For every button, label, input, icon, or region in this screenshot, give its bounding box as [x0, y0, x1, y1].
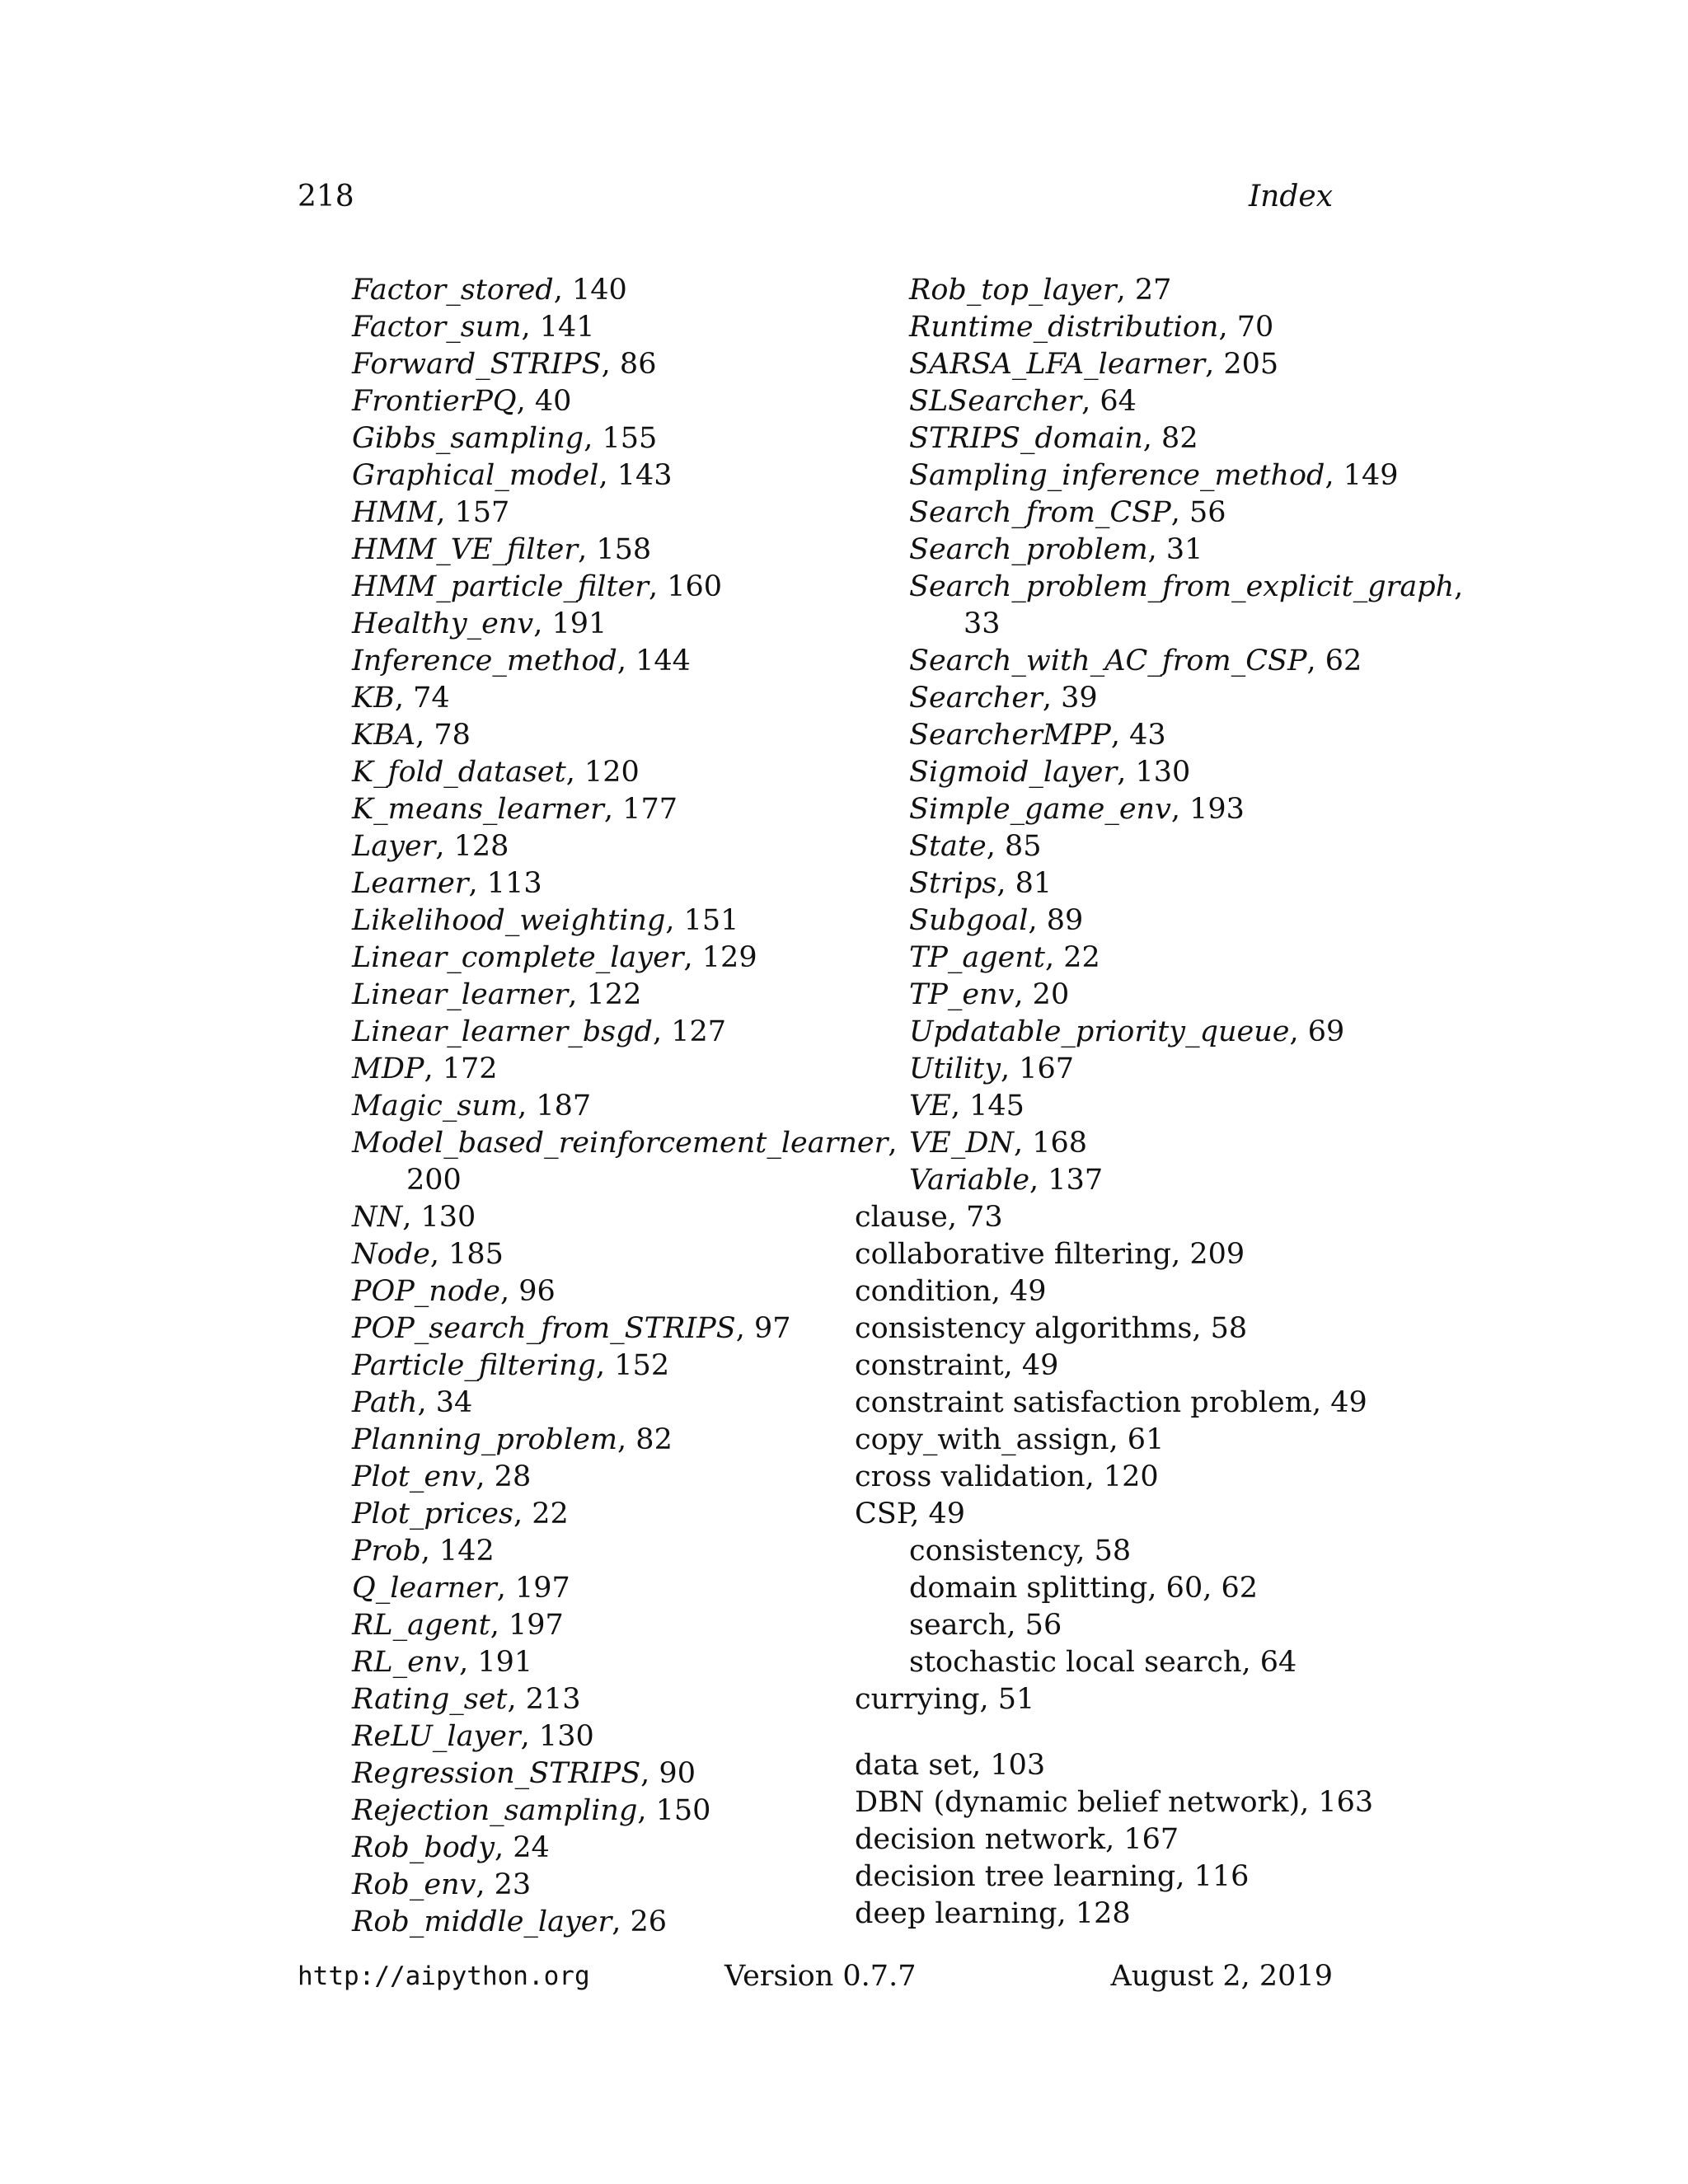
index-entry	[298, 1867, 825, 1904]
index-term: TP_agent	[909, 941, 1045, 974]
index-pages: , 149	[1325, 459, 1399, 492]
index-entry	[298, 272, 825, 309]
index-pages: , 157	[436, 496, 510, 529]
index-term: DBN (dynamic belief network)	[855, 1786, 1301, 1819]
page-footer	[298, 1960, 1333, 2001]
index-pages: , 128	[435, 830, 509, 863]
index-term: Planning_problem	[352, 1423, 618, 1456]
index-entry	[855, 1014, 1366, 1051]
index-entry	[855, 1385, 1366, 1422]
page-number: 218	[298, 180, 354, 213]
index-entry	[855, 791, 1366, 828]
index-term: POP_node	[352, 1275, 501, 1308]
index-pages: , 40	[516, 385, 572, 418]
index-term: cross validation	[855, 1460, 1085, 1493]
index-entry	[855, 1199, 1366, 1236]
index-pages: , 81	[996, 867, 1053, 900]
index-pages: , 96	[500, 1275, 556, 1308]
index-term: copy_with_assign	[855, 1423, 1109, 1456]
index-term: Linear_learner_bsgd	[352, 1015, 653, 1048]
index-pages: , 130	[1117, 756, 1191, 789]
index-pages: , 120	[1085, 1460, 1159, 1493]
index-entry	[298, 1199, 825, 1236]
index-pages: , 209	[1171, 1238, 1245, 1271]
index-pages: , 197	[496, 1572, 570, 1605]
index-term: consistency algorithms	[855, 1312, 1193, 1345]
index-pages: , 22	[1045, 941, 1100, 974]
index-term: Likelihood_weighting	[352, 904, 666, 937]
index-term: State	[909, 830, 987, 863]
index-term: KBA	[352, 719, 416, 752]
index-entry	[855, 606, 1366, 643]
index-entry	[298, 791, 825, 828]
index-pages: , 62	[1306, 644, 1362, 677]
index-pages: , 34	[417, 1386, 473, 1419]
index-pages: , 39	[1042, 682, 1098, 715]
index-term: Linear_learner	[352, 978, 569, 1011]
index-pages: , 151	[665, 904, 739, 937]
index-entry	[855, 1496, 1366, 1533]
index-pages: , 163	[1300, 1786, 1374, 1819]
index-entry	[855, 272, 1366, 309]
index-term: Search_problem_from_explicit_graph	[909, 570, 1455, 603]
index-pages: ,	[1454, 570, 1464, 603]
index-term: Strips	[909, 867, 997, 900]
index-entry	[855, 1125, 1366, 1162]
index-entry	[855, 1644, 1366, 1681]
index-term: Sampling_inference_method	[909, 459, 1325, 492]
index-entry	[298, 1533, 825, 1570]
index-pages: , 213	[507, 1683, 581, 1716]
index-term: Updatable_priority_queue	[909, 1015, 1290, 1048]
index-entry	[298, 828, 825, 865]
index-pages: , 142	[420, 1535, 495, 1568]
index-term: Plot_env	[352, 1460, 476, 1493]
index-term: decision network	[855, 1823, 1106, 1856]
index-term: Inference_method	[352, 644, 617, 677]
index-term: search	[909, 1609, 1007, 1642]
index-entry	[298, 1014, 825, 1051]
index-term: POP_search_from_STRIPS	[352, 1312, 736, 1345]
index-term: data set	[855, 1749, 973, 1782]
index-pages: , 187	[518, 1090, 592, 1122]
index-entry	[855, 1570, 1366, 1607]
index-term: Variable	[909, 1164, 1030, 1197]
index-pages: , 64	[1241, 1646, 1297, 1679]
index-entry	[855, 1858, 1366, 1896]
index-pages: , 177	[603, 793, 678, 826]
index-entry	[298, 1273, 825, 1310]
index-entry	[855, 865, 1366, 902]
index-term: Rob_env	[352, 1868, 476, 1901]
index-pages: , 22	[513, 1497, 569, 1530]
index-entry	[298, 680, 825, 717]
index-pages: , 167	[1105, 1823, 1179, 1856]
index-entry	[855, 977, 1366, 1014]
index-pages: , 160	[649, 570, 723, 603]
index-term: consistency	[909, 1535, 1076, 1568]
index-entry	[855, 494, 1366, 532]
index-entry	[298, 1607, 825, 1644]
index-term: VE	[909, 1090, 951, 1122]
index-term: CSP	[855, 1497, 911, 1530]
index-entry	[298, 494, 825, 532]
index-entry	[298, 1310, 825, 1347]
index-term: Rob_middle_layer	[352, 1905, 612, 1938]
index-pages: , 49	[1003, 1349, 1059, 1382]
index-pages: , 78	[415, 719, 471, 752]
index-entry	[855, 1051, 1366, 1088]
index-pages: , 74	[394, 682, 450, 715]
index-entry	[855, 1821, 1366, 1858]
index-pages: , 155	[584, 422, 658, 455]
index-term: Utility	[909, 1052, 1001, 1085]
index-term: HMM	[352, 496, 437, 529]
index-entry	[855, 457, 1399, 494]
index-entry	[298, 1051, 825, 1088]
index-pages: , 191	[459, 1646, 533, 1679]
index-term: TP_env	[909, 978, 1015, 1011]
index-term: currying	[855, 1683, 980, 1716]
index-entry	[298, 1125, 898, 1162]
index-term: SLSearcher	[909, 385, 1082, 418]
index-pages: , 167	[1000, 1052, 1075, 1085]
index-term: Sigmoid_layer	[909, 756, 1118, 789]
index-term: domain splitting	[909, 1572, 1148, 1605]
index-pages: , 58	[1192, 1312, 1248, 1345]
index-pages: , 82	[1142, 422, 1198, 455]
index-entry	[298, 865, 825, 902]
index-entry	[855, 754, 1366, 791]
index-term: RL_env	[352, 1646, 460, 1679]
index-term: HMM_VE_filter	[352, 533, 579, 566]
index-term: Linear_complete_layer	[352, 941, 684, 974]
index-pages: , 129	[683, 941, 757, 974]
index-term: Rob_top_layer	[909, 274, 1117, 307]
index-term: Gibbs_sampling	[352, 422, 584, 455]
index-pages: , 60, 62	[1147, 1572, 1258, 1605]
index-pages: , 116	[1175, 1860, 1250, 1893]
index-pages: , 24	[494, 1831, 550, 1864]
index-term: Magic_sum	[352, 1090, 518, 1122]
index-pages: , 58	[1076, 1535, 1132, 1568]
index-pages: , 82	[617, 1423, 673, 1456]
index-term: Simple_game_env	[909, 793, 1171, 826]
index-pages: , 103	[972, 1749, 1046, 1782]
index-entry	[298, 309, 825, 346]
index-pages: , 28	[476, 1460, 532, 1493]
index-term: Prob	[352, 1535, 421, 1568]
index-pages: , 90	[640, 1757, 696, 1790]
index-entry	[855, 940, 1366, 977]
index-pages: , 140	[553, 274, 627, 307]
index-entry	[298, 1830, 825, 1867]
index-term: FrontierPQ	[352, 385, 517, 418]
index-pages: , 49	[1311, 1386, 1367, 1419]
index-term: stochastic local search	[909, 1646, 1242, 1679]
index-pages: , 61	[1109, 1423, 1165, 1456]
index-term: Rejection_sampling	[352, 1794, 638, 1827]
index-entry	[298, 569, 825, 606]
index-term: collaborative filtering	[855, 1238, 1172, 1271]
index-entry	[855, 1784, 1374, 1821]
index-entry	[298, 606, 825, 643]
index-pages: , 172	[424, 1052, 498, 1085]
index-pages: , 70	[1218, 311, 1274, 344]
index-pages: , 49	[991, 1275, 1047, 1308]
index-pages: , 20	[1014, 978, 1070, 1011]
index-pages: , 193	[1170, 793, 1245, 826]
index-pages: , 97	[735, 1312, 791, 1345]
index-entry	[298, 346, 825, 383]
index-pages: , 144	[617, 644, 691, 677]
index-term: Path	[352, 1386, 418, 1419]
index-entry	[298, 1088, 825, 1125]
index-entry	[298, 1422, 825, 1459]
index-entry	[855, 1681, 1366, 1718]
index-term: NN	[352, 1201, 403, 1234]
index-entry	[855, 643, 1366, 680]
index-pages: , 128	[1057, 1897, 1131, 1930]
index-pages: ,	[888, 1127, 898, 1160]
index-term: HMM_particle_filter	[352, 570, 649, 603]
index-entry	[298, 1496, 825, 1533]
index-pages: , 43	[1110, 719, 1166, 752]
index-entry	[298, 1347, 825, 1385]
index-entry	[855, 717, 1366, 754]
index-pages: , 197	[490, 1609, 564, 1642]
index-term: Node	[352, 1238, 430, 1271]
index-term: RL_agent	[352, 1609, 490, 1642]
index-term: deep learning	[855, 1897, 1057, 1930]
index-term: Model_based_reinforcement_learner	[352, 1127, 889, 1160]
index-entry	[298, 1793, 825, 1830]
footer-version: Version 0.7.7	[724, 1960, 917, 1993]
index-term: Plot_prices	[352, 1497, 513, 1530]
index-entry	[298, 643, 825, 680]
index-entry	[298, 532, 825, 569]
index-pages: , 56	[1170, 496, 1226, 529]
index-term: Healthy_env	[352, 607, 534, 640]
index-term: K_fold_dataset	[352, 756, 566, 789]
index-term: Search_from_CSP	[909, 496, 1171, 529]
index-entry	[298, 1570, 825, 1607]
index-pages: , 86	[601, 348, 657, 381]
index-entry	[298, 1162, 825, 1199]
index-entry	[298, 940, 825, 977]
index-entry	[855, 1273, 1366, 1310]
index-pages: , 168	[1014, 1127, 1088, 1160]
index-term: Factor_sum	[352, 311, 522, 344]
index-pages: , 85	[986, 830, 1042, 863]
index-entry	[855, 1236, 1366, 1273]
index-term: SearcherMPP	[909, 719, 1111, 752]
index-term: Rob_body	[352, 1831, 495, 1864]
index-term: Factor_stored	[352, 274, 554, 307]
index-term: constraint satisfaction problem	[855, 1386, 1312, 1419]
index-entry	[855, 1607, 1366, 1644]
index-term: Particle_filtering	[352, 1349, 597, 1382]
index-term: Q_learner	[352, 1572, 497, 1605]
index-entry	[855, 1347, 1366, 1385]
index-term: ReLU_layer	[352, 1720, 521, 1753]
index-pages: , 27	[1116, 274, 1172, 307]
index-term: Subgoal	[909, 904, 1029, 937]
index-term: Layer	[352, 830, 436, 863]
index-pages: , 158	[578, 533, 652, 566]
index-entry	[855, 1533, 1366, 1570]
index-entry	[298, 1718, 825, 1755]
index-pages: , 64	[1081, 385, 1137, 418]
index-entry	[298, 1236, 825, 1273]
index-entry	[855, 569, 1464, 606]
index-entry	[298, 420, 825, 457]
index-entry	[855, 1896, 1366, 1933]
index-entry	[855, 1747, 1366, 1784]
index-term: SARSA_LFA_learner	[909, 348, 1206, 381]
index-pages: , 130	[520, 1720, 594, 1753]
index-pages: 33	[964, 607, 1001, 640]
index-pages: , 89	[1028, 904, 1084, 937]
index-term: VE_DN	[909, 1127, 1015, 1160]
index-entry	[855, 1310, 1366, 1347]
index-pages: , 31	[1147, 533, 1203, 566]
index-pages: , 191	[533, 607, 607, 640]
index-pages: , 113	[468, 867, 542, 900]
index-column-right	[855, 272, 1464, 1933]
index-entry	[855, 828, 1366, 865]
index-pages: , 152	[596, 1349, 670, 1382]
index-entry	[855, 1088, 1366, 1125]
index-entry	[298, 1385, 825, 1422]
index-pages: , 127	[652, 1015, 727, 1048]
index-entry	[298, 1459, 825, 1496]
index-entry	[298, 1904, 825, 1941]
index-entry	[855, 346, 1366, 383]
index-term: Graphical_model	[352, 459, 599, 492]
index-pages: , 185	[429, 1238, 504, 1271]
running-title: Index	[1248, 180, 1333, 213]
index-entry	[298, 1755, 825, 1793]
index-entry	[855, 680, 1366, 717]
index-entry	[855, 383, 1366, 420]
index-pages: , 69	[1289, 1015, 1345, 1048]
index-pages: , 49	[910, 1497, 966, 1530]
index-pages: , 120	[565, 756, 640, 789]
index-entry	[298, 1644, 825, 1681]
index-entry	[855, 902, 1366, 940]
index-term: condition	[855, 1275, 992, 1308]
index-entry	[855, 1422, 1366, 1459]
index-entry	[855, 1162, 1366, 1199]
index-pages: , 23	[476, 1868, 532, 1901]
index-entry	[855, 1459, 1366, 1496]
index-entry	[298, 754, 825, 791]
index-term: Regression_STRIPS	[352, 1757, 641, 1790]
index-term: STRIPS_domain	[909, 422, 1143, 455]
index-term: Search_with_AC_from_CSP	[909, 644, 1307, 677]
index-entry	[298, 383, 825, 420]
footer-date: August 2, 2019	[1110, 1960, 1333, 1993]
page-header	[298, 180, 1333, 221]
footer-url: http://aipython.org	[298, 1961, 590, 1991]
index-entry	[298, 1681, 825, 1718]
index-pages: , 143	[598, 459, 673, 492]
index-term: Learner	[352, 867, 469, 900]
index-pages: , 205	[1205, 348, 1279, 381]
index-entry	[855, 532, 1366, 569]
index-term: clause	[855, 1201, 948, 1234]
index-pages: , 141	[521, 311, 595, 344]
index-pages: , 145	[950, 1090, 1025, 1122]
index-term: MDP	[352, 1052, 424, 1085]
index-pages: , 150	[637, 1794, 711, 1827]
index-term: constraint	[855, 1349, 1004, 1382]
index-term: Searcher	[909, 682, 1043, 715]
index-pages: , 56	[1006, 1609, 1062, 1642]
index-pages: 200	[406, 1164, 462, 1197]
index-entry	[298, 977, 825, 1014]
index-term: Runtime_distribution	[909, 311, 1219, 344]
index-term: Search_problem	[909, 533, 1148, 566]
index-entry	[298, 902, 825, 940]
index-entry	[298, 457, 825, 494]
index-entry	[298, 717, 825, 754]
index-term: Forward_STRIPS	[352, 348, 602, 381]
index-entry	[855, 420, 1366, 457]
index-pages: , 137	[1029, 1164, 1104, 1197]
index-term: KB	[352, 682, 395, 715]
index-pages: , 26	[612, 1905, 668, 1938]
index-pages: , 130	[402, 1201, 476, 1234]
index-pages: , 122	[568, 978, 642, 1011]
index-entry	[855, 309, 1366, 346]
index-term: decision tree learning	[855, 1860, 1176, 1893]
index-term: Rating_set	[352, 1683, 508, 1716]
index-pages: , 51	[979, 1683, 1035, 1716]
index-pages: , 73	[947, 1201, 1003, 1234]
index-term: K_means_learner	[352, 793, 604, 826]
